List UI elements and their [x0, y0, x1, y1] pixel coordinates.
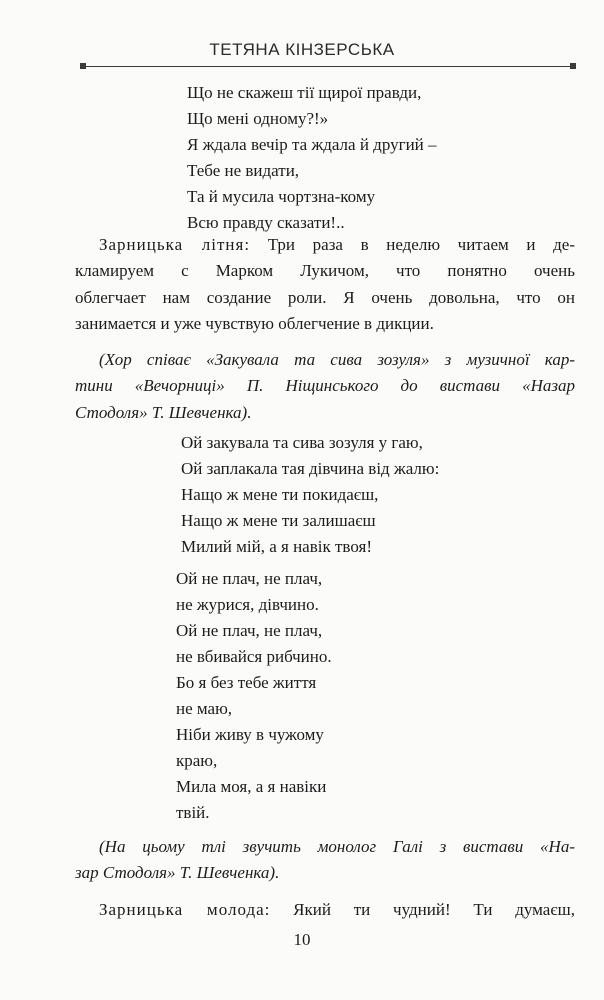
verse-line: Ніби живу в чужому — [176, 725, 324, 744]
dialogue-text: Який ти чудний! Ти думаєш, — [270, 900, 575, 919]
paragraph-line — [75, 897, 575, 923]
header-rule — [84, 66, 572, 67]
stage-direction-2 — [75, 834, 575, 887]
paragraph-line: кламируем с Марком Лукичом, что понятно очень — [75, 261, 575, 281]
verse-line: Що мені одному?!» — [187, 109, 329, 128]
verse-line: не вбивайся рибчино. — [176, 647, 332, 666]
paragraph-line: (Хор співає «Закувала та сива зозуля» з музичної кар- — [99, 350, 575, 369]
verse-line: не журися, дівчино. — [176, 595, 319, 614]
running-head: ТЕТЯНА КІНЗЕРСЬКА — [209, 40, 395, 59]
verse-line: Ой закувала та сива зозуля у гаю, — [181, 433, 423, 452]
verse-line: Нащо ж мене ти покидаєш, — [181, 485, 379, 504]
paragraph-line: зар Стодоля» Т. Шевченка). — [75, 863, 280, 883]
verse-line: Милий мій, а я навік твоя! — [181, 537, 372, 556]
verse-line: Всю правду сказати!.. — [187, 213, 345, 232]
header-rule-left-end — [80, 63, 86, 69]
verse-line: твій. — [176, 803, 210, 822]
page-number: 10 — [293, 930, 311, 949]
verse-line: Ой заплакала тая дівчина від жалю: — [181, 459, 440, 478]
verse-line: Ой не плач, не плач, — [176, 621, 323, 640]
paragraph-line: занимается и уже чувствую облегчение в дикции. — [75, 314, 434, 334]
verse-line: Тебе не видати, — [187, 161, 300, 180]
verse-block-3 — [176, 566, 332, 826]
verse-line: Що не скажеш тії щирої правди, — [187, 83, 422, 102]
verse-line: краю, — [176, 751, 218, 770]
verse-block-2 — [181, 430, 439, 560]
speaker-name: Зарницька молода: — [99, 900, 271, 919]
header-rule-right-end — [570, 63, 576, 69]
dialogue-paragraph-2 — [75, 897, 575, 923]
dialogue-text: Три раза в неделю читаем и де- — [250, 235, 575, 254]
paragraph-line: (На цьому тлі звучить монолог Галі з вистави «На- — [99, 837, 575, 856]
verse-line: не маю, — [176, 699, 233, 718]
verse-block-1 — [187, 80, 437, 236]
verse-line: Нащо ж мене ти залишаєш — [181, 511, 376, 530]
speaker-name: Зарницька літня: — [99, 235, 251, 254]
dialogue-paragraph-1 — [75, 232, 575, 338]
paragraph-line — [75, 232, 575, 258]
stage-direction-1 — [75, 347, 575, 426]
verse-line: Та й мусила чортзна-кому — [187, 187, 376, 206]
paragraph-line: облегчает нам создание роли. Я очень довольна, что он — [75, 287, 575, 307]
verse-line: Ой не плач, не плач, — [176, 569, 323, 588]
verse-line: Я ждала вечір та ждала й другий – — [187, 135, 437, 154]
verse-line: Бо я без тебе життя — [176, 673, 317, 692]
paragraph-line: Стодоля» Т. Шевченка). — [75, 402, 252, 422]
verse-line: Мила моя, а я навіки — [176, 777, 327, 796]
paragraph-line: тини «Вечорниці» П. Ніщинського до вистави «Назар — [75, 376, 575, 396]
